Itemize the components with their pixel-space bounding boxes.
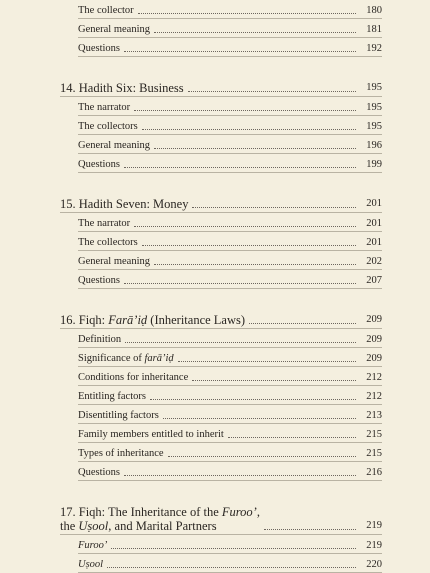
toc-entry-text: General meaning xyxy=(78,256,151,267)
toc-entry[interactable] xyxy=(60,38,382,57)
toc-entry-text: The collectors xyxy=(78,121,138,132)
toc-entry-text: Definition xyxy=(78,334,122,345)
toc-entry[interactable] xyxy=(60,329,382,348)
toc-entry-text: Disentitling factors xyxy=(78,410,159,421)
chapter-heading-15[interactable] xyxy=(60,193,382,213)
toc-entry[interactable] xyxy=(60,0,382,19)
toc-entry[interactable] xyxy=(60,535,382,554)
chapter-page: 201 xyxy=(366,198,382,209)
toc-entry[interactable] xyxy=(60,386,382,405)
dot-leader xyxy=(150,399,356,400)
toc-entry-text: The narrator xyxy=(78,102,131,113)
dot-leader xyxy=(134,110,356,111)
toc-entry-text: Furoo’ xyxy=(78,540,108,551)
toc-entry-page: 181 xyxy=(366,24,382,35)
toc-entry[interactable] xyxy=(60,270,382,289)
toc-entry-page: 207 xyxy=(366,275,382,286)
dot-leader xyxy=(154,32,356,33)
toc-entry-page: 201 xyxy=(366,237,382,248)
chapter-page: 195 xyxy=(366,82,382,93)
dot-leader xyxy=(138,13,356,14)
toc-entry-page: 213 xyxy=(366,410,382,421)
chapter-page: 209 xyxy=(366,314,382,325)
dot-leader xyxy=(154,264,356,265)
toc-entry-text: Questions xyxy=(78,43,120,54)
toc-entry-text: Significance of farā’iḍ xyxy=(78,353,174,364)
dot-leader xyxy=(142,245,356,246)
dot-leader xyxy=(192,380,356,381)
toc-entry-text: Questions xyxy=(78,159,120,170)
toc-entry[interactable] xyxy=(60,232,382,251)
toc-entry-page: 180 xyxy=(366,5,382,16)
toc-entry[interactable] xyxy=(60,97,382,116)
toc-entry[interactable] xyxy=(60,443,382,462)
toc-entry-page: 201 xyxy=(366,218,382,229)
toc-entry-text: Uṣool xyxy=(78,559,104,570)
toc-entry-page: 212 xyxy=(366,391,382,402)
chapter-title: 17. Fiqh: The Inheritance of the Furoo’, the Uṣool, and Marital Partners xyxy=(60,505,260,533)
dot-leader xyxy=(125,342,356,343)
toc-entry-text: The narrator xyxy=(78,218,131,229)
toc-entry-text: Questions xyxy=(78,467,120,478)
dot-leader xyxy=(192,207,356,208)
chapter-title: 14. Hadith Six: Business xyxy=(60,81,184,95)
toc-entry-page: 209 xyxy=(366,353,382,364)
dot-leader xyxy=(107,567,356,568)
table-of-contents xyxy=(60,0,382,573)
dot-leader xyxy=(168,456,356,457)
dot-leader xyxy=(178,361,356,362)
toc-entry-page: 220 xyxy=(366,559,382,570)
toc-entry-page: 219 xyxy=(366,540,382,551)
toc-entry-page: 199 xyxy=(366,159,382,170)
dot-leader xyxy=(163,418,356,419)
toc-entry[interactable] xyxy=(60,135,382,154)
toc-entry-text: Conditions for inheritance xyxy=(78,372,189,383)
toc-entry[interactable] xyxy=(60,154,382,173)
toc-entry-text: General meaning xyxy=(78,140,151,151)
toc-entry-page: 216 xyxy=(366,467,382,478)
toc-entry[interactable] xyxy=(60,213,382,232)
toc-entry[interactable] xyxy=(60,19,382,38)
toc-entry-page: 212 xyxy=(366,372,382,383)
toc-entry-page: 215 xyxy=(366,429,382,440)
dot-leader xyxy=(124,475,356,476)
chapter-title: 16. Fiqh: Farā’iḍ (Inheritance Laws) xyxy=(60,313,246,327)
dot-leader xyxy=(264,529,356,530)
toc-entry-text: The collector xyxy=(78,5,134,16)
toc-entry[interactable] xyxy=(60,367,382,386)
toc-entry-page: 209 xyxy=(366,334,382,345)
toc-entry-page: 196 xyxy=(366,140,382,151)
toc-entry-page: 195 xyxy=(366,102,382,113)
toc-entry-text: Family members entitled to inherit xyxy=(78,429,224,440)
chapter-page: 219 xyxy=(366,520,382,531)
chapter-heading-17[interactable] xyxy=(60,505,382,535)
toc-entry-text: Entitling factors xyxy=(78,391,146,402)
dot-leader xyxy=(188,91,356,92)
dot-leader xyxy=(228,437,356,438)
dot-leader xyxy=(154,148,356,149)
toc-entry[interactable] xyxy=(60,116,382,135)
toc-entry-text: The collectors xyxy=(78,237,138,248)
toc-entry-page: 192 xyxy=(366,43,382,54)
toc-entry[interactable] xyxy=(60,348,382,367)
dot-leader xyxy=(124,51,356,52)
chapter-title: 15. Hadith Seven: Money xyxy=(60,197,189,211)
toc-entry-page: 202 xyxy=(366,256,382,267)
chapter-heading-14[interactable] xyxy=(60,77,382,97)
toc-entry[interactable] xyxy=(60,251,382,270)
dot-leader xyxy=(142,129,356,130)
toc-entry-page: 195 xyxy=(366,121,382,132)
toc-entry-text: General meaning xyxy=(78,24,151,35)
toc-entry[interactable] xyxy=(60,424,382,443)
dot-leader xyxy=(124,167,356,168)
dot-leader xyxy=(111,548,356,549)
toc-entry[interactable] xyxy=(60,554,382,573)
toc-entry-text: Types of inheritance xyxy=(78,448,164,459)
toc-entry[interactable] xyxy=(60,405,382,424)
toc-entry-text: Questions xyxy=(78,275,120,286)
dot-leader xyxy=(134,226,356,227)
toc-entry[interactable] xyxy=(60,462,382,481)
dot-leader xyxy=(124,283,356,284)
dot-leader xyxy=(249,323,356,324)
toc-entry-page: 215 xyxy=(366,448,382,459)
chapter-heading-16[interactable] xyxy=(60,309,382,329)
